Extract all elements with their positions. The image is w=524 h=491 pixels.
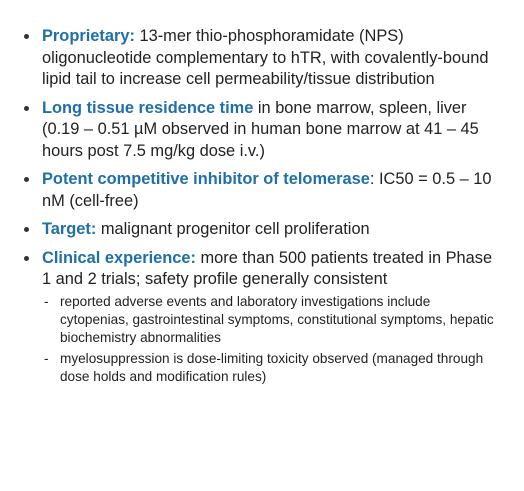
bullet-highlight: Long tissue residence time	[42, 98, 254, 117]
bullet-highlight: Potent competitive inhibitor of telomerase	[42, 170, 370, 188]
bullet-dot-icon	[24, 106, 29, 111]
bullet-item-proprietary	[24, 26, 500, 91]
bullet-list	[24, 26, 500, 386]
sub-bullet-item-adverse-events	[42, 293, 500, 347]
bullet-text: malignant progenitor cell proliferation	[96, 220, 370, 238]
dash-marker: -	[44, 293, 49, 309]
bullet-highlight: Target:	[42, 220, 97, 238]
sub-bullet-text: reported adverse events and laboratory investigations include cytopenias, gastrointestinal symptoms, constitutional symptoms, hepatic biochemistry abnormalities	[60, 293, 494, 345]
bullet-dot-icon	[24, 177, 29, 182]
bullet-highlight: Proprietary:	[42, 27, 135, 45]
bullet-dot-icon	[24, 34, 29, 39]
bullet-text: more than 500 patients treated in Phase 1 and 2 trials; safety profile generally consistent	[42, 248, 493, 288]
bullet-text: 13-mer thio-phosphoramidate (NPS) oligonucleotide complementary to hTR, with covalently-bound lipid tail to increase cell permeability/tissue distribution	[42, 27, 489, 88]
bullet-item-target	[24, 219, 500, 241]
bullet-dot-icon	[24, 227, 29, 232]
dash-marker: -	[44, 350, 49, 366]
bullet-dot-icon	[24, 256, 29, 261]
bullet-item-residence-time	[24, 98, 500, 163]
bullet-highlight: Clinical experience:	[42, 248, 196, 267]
sub-bullet-list	[42, 293, 500, 386]
bullet-item-clinical-experience	[24, 248, 500, 386]
bullet-text: : IC50 = 0.5 – 10 nM (cell-free)	[42, 170, 492, 210]
sub-bullet-item-myelosuppression	[42, 350, 500, 386]
bullet-text: in bone marrow, spleen, liver (0.19 – 0.51 µM observed in human bone marrow at 41 – 45 hours post 7.5 mg/kg dose i.v.)	[42, 98, 479, 160]
sub-bullet-text: myelosuppression is dose-limiting toxicity observed (managed through dose holds and modification rules)	[60, 350, 484, 384]
bullet-item-inhibitor	[24, 169, 500, 212]
